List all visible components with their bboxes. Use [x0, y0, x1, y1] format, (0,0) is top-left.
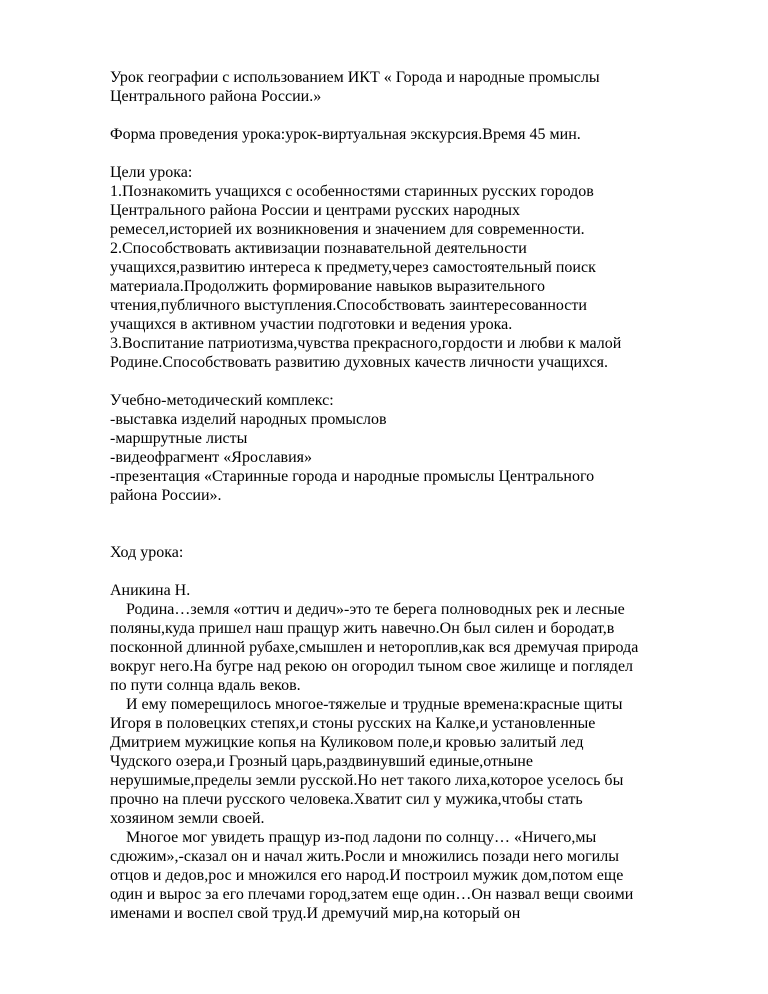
- goals-line: учащихся,развитию интереса к предмету,через самостоятельный поиск: [110, 259, 596, 276]
- goals-line: чтения,публичного выступления.Способствовать заинтересованности: [110, 297, 587, 314]
- paragraph-line: прочно на плечи русского человека.Хватит сил у мужика,чтобы стать: [110, 791, 583, 808]
- goals-line: 3.Воспитание патриотизма,чувства прекрасного,гордости и любви к малой: [110, 335, 622, 352]
- paragraph-line: Чудского озера,и Грозный царь,раздвинувший единые,отныне: [110, 753, 533, 770]
- paragraph-line: посконной длинной рубахе,смышлен и нетороплив,как вся дремучая природа: [110, 639, 639, 656]
- goals-section: [110, 163, 740, 372]
- speaker-name: Аникина Н.: [110, 582, 191, 599]
- kit-item: -презентация «Старинные города и народные промыслы Центрального: [110, 468, 595, 485]
- paragraph-line: отцов и дедов,рос и множился его народ.И построил мужик дом,потом еще: [110, 867, 624, 884]
- spacer: [110, 144, 740, 163]
- kit-item: -видеофрагмент «Ярославия»: [110, 449, 313, 466]
- paragraph-line: вокруг него.На бугре над рекою он огородил тыном свое жилище и поглядел: [110, 658, 634, 675]
- document-page: [110, 68, 740, 923]
- paragraph: [110, 695, 740, 828]
- document-title: [110, 68, 740, 106]
- kit-heading: Учебно-методический комплекс:: [110, 392, 334, 409]
- goals-line: 1.Познакомить учащихся с особенностями старинных русских городов: [110, 183, 594, 200]
- paragraph-line: один и вырос за его плечами город,затем еще один…Он назвал вещи своими: [110, 886, 634, 903]
- kit-item: района России».: [110, 487, 222, 504]
- spacer: [110, 562, 740, 581]
- paragraph: [110, 828, 740, 923]
- title-line: Центрального района России.»: [110, 88, 322, 105]
- lesson-form: Форма проведения урока:урок-виртуальная экскурсия.Время 45 мин.: [110, 126, 581, 143]
- goals-line: 2.Способствовать активизации познавательной деятельности: [110, 240, 527, 257]
- paragraph-line: сдюжим»,-сказал он и начал жить.Росли и множились позади него могилы: [110, 848, 619, 865]
- paragraph-line: Многое мог увидеть пращур из-под ладони по солнцу… «Ничего,мы: [126, 829, 597, 846]
- spacer: [110, 372, 740, 391]
- paragraph-line: поляны,куда пришел наш пращур жить навечно.Он был силен и бородат,в: [110, 620, 615, 637]
- goals-line: материала.Продолжить формирование навыков выразительного: [110, 278, 545, 295]
- paragraph-line: Родина…земля «оттич и дедич»-это те берега полноводных рек и лесные: [126, 601, 625, 618]
- paragraph-line: по пути солнца вдаль веков.: [110, 677, 301, 694]
- spacer: [110, 106, 740, 125]
- paragraph-line: Игоря в половецких степях,и стоны русских на Калке,и установленные: [110, 715, 596, 732]
- paragraph-line: нерушимые,пределы земли русской.Но нет такого лиха,которое уселось бы: [110, 772, 624, 789]
- kit-section: [110, 391, 740, 505]
- spacer: [110, 505, 740, 543]
- goals-line: Центрального района России и центрами русских народных: [110, 202, 520, 219]
- kit-item: -выставка изделий народных промыслов: [110, 411, 387, 428]
- paragraph-line: Дмитрием мужицкие копья на Куликовом поле,и кровью залитый лед: [110, 734, 584, 751]
- paragraph: [110, 600, 740, 695]
- paragraph-line: именами и воспел свой труд.И дремучий мир,на который он: [110, 905, 521, 922]
- goals-heading: Цели урока:: [110, 164, 193, 181]
- goals-line: учащихся в активном участии подготовки и ведения урока.: [110, 316, 513, 333]
- goals-line: Родине.Способствовать развитию духовных качеств личности учащихся.: [110, 354, 609, 371]
- kit-item: -маршрутные листы: [110, 430, 248, 447]
- title-line: Урок географии с использованием ИКТ « Города и народные промыслы: [110, 69, 600, 86]
- paragraph-line: И ему померещилось многое-тяжелые и трудные времена:красные щиты: [126, 696, 623, 713]
- goals-line: ремесел,историей их возникновения и значением для современности.: [110, 221, 585, 238]
- paragraph-line: хозяином земли своей.: [110, 810, 265, 827]
- lesson-progress-heading: Ход урока:: [110, 544, 184, 561]
